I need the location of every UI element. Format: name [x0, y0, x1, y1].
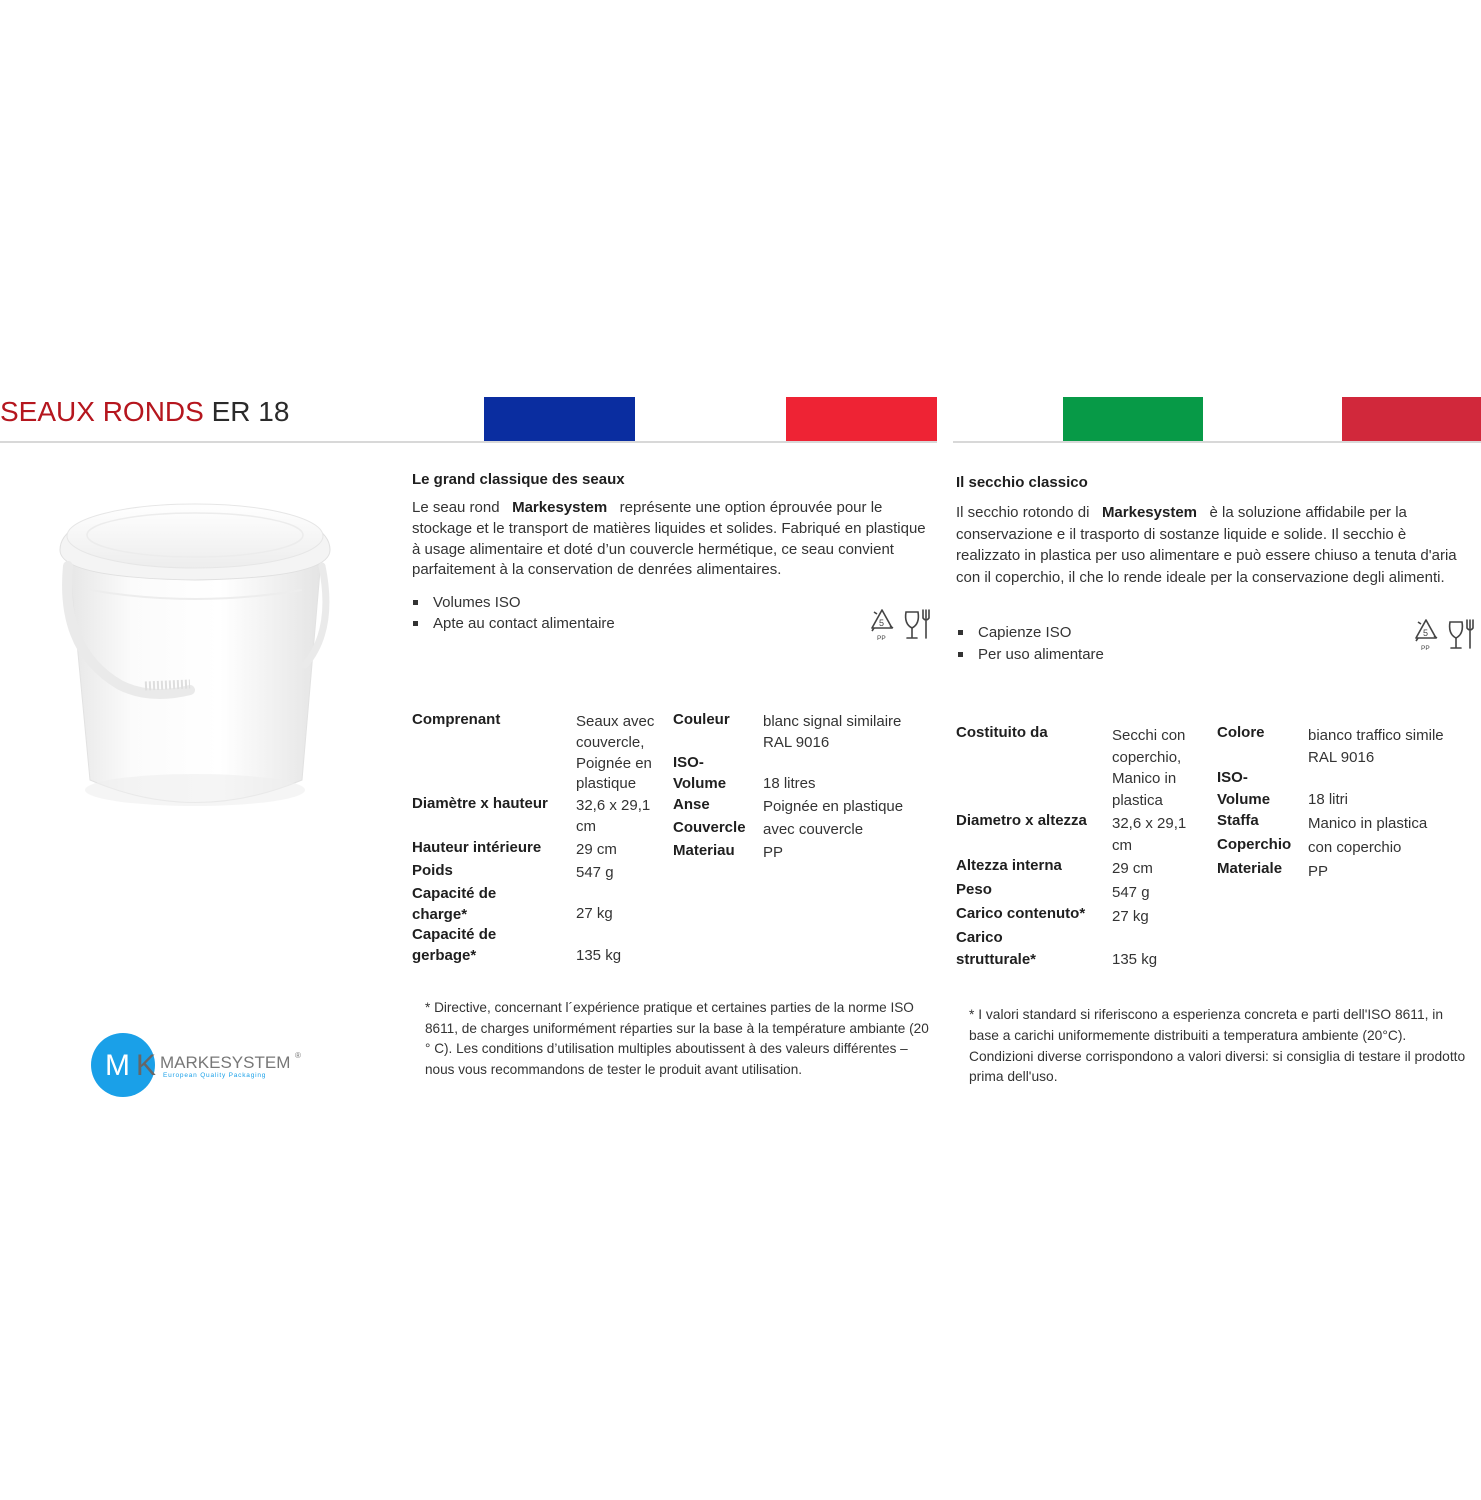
it-spec-label: Costituito da [956, 724, 1048, 741]
markesystem-logo [90, 1030, 320, 1100]
recycle-code: 5 [1423, 628, 1429, 638]
title-model: ER 18 [211, 396, 290, 427]
fr-spec-value: 27 kg [576, 905, 613, 922]
fr-bullet: Volumes ISO [412, 592, 712, 613]
fr-spec-value: Poignée en plastique [763, 798, 904, 815]
fr-spec-label: Anse [673, 796, 710, 813]
it-spec-value: con coperchio [1308, 839, 1402, 856]
it-spec-label: Carico contenuto* [956, 905, 1086, 922]
fr-spec-label: Diamètre x hauteur [412, 795, 548, 812]
flag-fr-red [786, 397, 937, 441]
fr-spec-label: Couleur [673, 711, 730, 728]
it-recycle-food-icons [1412, 616, 1481, 656]
it-spec-value: 135 kg [1112, 951, 1158, 968]
flag-it-red [1342, 397, 1481, 441]
fr-spec-label: ISO-Volume [673, 754, 727, 792]
fr-recycle-food-icons [868, 606, 938, 646]
it-spec-value: 547 g [1112, 884, 1150, 901]
page-title [0, 396, 289, 428]
fr-spec-label: Capacité de gerbage* [412, 926, 497, 964]
it-bullet-list [957, 622, 1257, 666]
fr-bullet-list [412, 592, 712, 634]
it-spec-value: bianco traffico simile RAL 9016 [1308, 727, 1444, 766]
fr-brand: Markesystem [512, 499, 608, 516]
fr-spec-value: 547 g [576, 864, 614, 881]
fr-spec-value: Seaux avec couvercle, Poignée en plastique [576, 713, 655, 793]
fr-footnote: * Directive, concernant l´expérience pratique et certaines parties de la norme ISO 8611, de charges uniformément réparties sur la base à la température ambiante (20 ° C). Les conditions d’utilisation multiples aboutissent à des valeurs différentes – nous vous recommandons de tester le produit avant utilisation. [425, 1000, 929, 1077]
fr-spec-value: 135 kg [576, 947, 622, 964]
logo-letter-k: K [136, 1049, 157, 1082]
recycle-code: 5 [879, 618, 885, 628]
title-product-type: SEAUX RONDS [0, 396, 204, 427]
fr-bullet: Apte au contact alimentaire [412, 613, 712, 634]
it-spec-value: 27 kg [1112, 908, 1149, 925]
it-spec-label: Materiale [1217, 860, 1283, 877]
it-footnote: * I valori standard si riferiscono a esperienza concreta e parti dell'ISO 8611, in base a carichi uniformemente distribuiti a temperatura ambiente (20°C). Condizioni diverse corrispondono a valori diversi: si consiglia di testare il prodotto prima dell'uso. [969, 1007, 1466, 1085]
fr-spec-label: Couvercle [673, 819, 746, 836]
it-intro-start: Il secchio rotondo di [956, 504, 1090, 521]
fr-heading: Le grand classique des seaux [412, 471, 625, 488]
it-spec-label: Altezza interna [956, 857, 1062, 874]
it-spec-label: Staffa [1217, 812, 1259, 829]
fr-spec-value: 32,6 x 29,1 cm [576, 797, 651, 835]
logo-letter-m: M [105, 1049, 130, 1082]
it-spec-label: Peso [956, 881, 992, 898]
recycle-material: PP [877, 635, 886, 642]
it-spec-value: Manico in plastica [1308, 815, 1428, 832]
fr-spec-value: 18 litres [763, 775, 816, 792]
fr-spec-label: Hauteur intérieure [412, 839, 542, 856]
it-spec-value: Secchi con coperchio, Manico in plastica [1112, 727, 1186, 809]
it-spec-value: PP [1308, 863, 1329, 880]
logo-registered: ® [295, 1051, 301, 1060]
flag-it-green [1063, 397, 1203, 441]
fr-intro [412, 498, 937, 581]
fr-spec-value: blanc signal similaire RAL 9016 [763, 713, 902, 751]
bucket-product-image [50, 480, 340, 820]
it-spec-label: Coperchio [1217, 836, 1292, 853]
it-intro-rest: è la soluzione affidabile per la conservazione e il trasporto di sostanze liquide e solide. Il secchio è realizzato in plastica per uso alimentare e può essere chiuso a tenuta d'aria con il coperchio, il che lo rende ideale per la conservazione degli alimenti. [956, 504, 1457, 586]
it-bullet: Capienze ISO [957, 622, 1257, 644]
flag-fr-blue [484, 397, 635, 441]
it-intro [956, 502, 1471, 588]
it-spec-value: 18 litri [1308, 791, 1349, 808]
food-safe-icon [906, 610, 929, 638]
it-spec-label: Carico strutturale* [956, 929, 1037, 968]
logo-tagline: European Quality Packaging [163, 1072, 267, 1079]
it-bullet: Per uso alimentare [957, 644, 1257, 666]
fr-spec-label: Comprenant [412, 711, 501, 728]
fr-spec-label: Materiau [673, 842, 735, 859]
it-heading: Il secchio classico [956, 474, 1088, 491]
header-divider-left [0, 441, 937, 443]
it-spec-value: 29 cm [1112, 860, 1153, 877]
fr-spec-label: Capacité de charge* [412, 885, 497, 923]
it-spec-value: 32,6 x 29,1 cm [1112, 815, 1187, 854]
fr-spec-value: avec couvercle [763, 821, 864, 838]
it-brand: Markesystem [1101, 504, 1197, 521]
fr-spec-label: Poids [412, 862, 453, 879]
fr-spec-value: PP [763, 844, 784, 861]
food-safe-icon [1450, 620, 1473, 648]
fr-intro-start: Le seau rond [412, 499, 500, 516]
header-divider-right [953, 441, 1481, 443]
fr-spec-value: 29 cm [576, 841, 617, 858]
it-spec-label: ISO-Volume [1217, 769, 1271, 808]
recycle-material: PP [1421, 645, 1430, 652]
it-spec-label: Diametro x altezza [956, 812, 1087, 829]
logo-brand: MARKESYSTEM [160, 1053, 291, 1072]
it-spec-label: Colore [1217, 724, 1265, 741]
fr-intro-rest: représente une option éprouvée pour le stockage et le transport de matières liquides et solides. Fabriqué en plastique à usage alimentaire et doté d’un couvercle hermétique, ce seau convient parfaitement à la conservation de denrées alimentaires. [412, 499, 926, 579]
